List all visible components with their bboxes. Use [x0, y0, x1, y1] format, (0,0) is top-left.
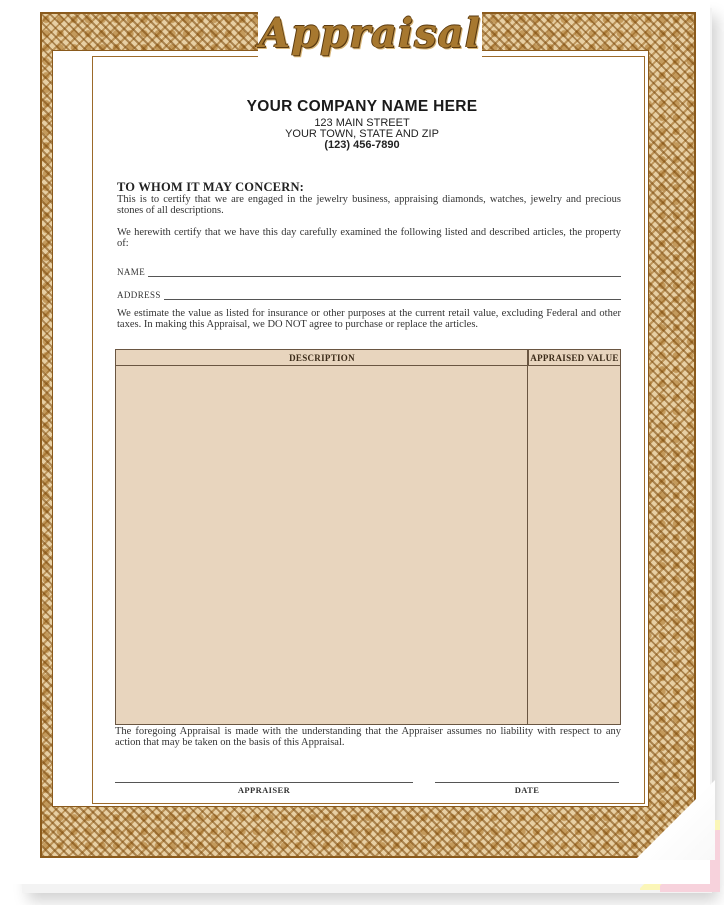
form-title: Appraisal [259, 9, 481, 57]
name-label: NAME [117, 267, 146, 277]
salutation: TO WHOM IT MAY CONCERN: [117, 180, 305, 194]
column-divider [527, 350, 528, 724]
date-label: DATE [514, 785, 540, 795]
name-field[interactable] [117, 263, 621, 277]
company-city: YOUR TOWN, STATE AND ZIP [285, 128, 439, 140]
address-label: ADDRESS [117, 290, 161, 300]
appraised-value-header: APPRAISED VALUE [528, 350, 620, 366]
examined-paragraph: We herewith certify that we have this day carefully examined the following listed and described articles, the property of: [117, 227, 621, 249]
estimate-paragraph: We estimate the value as listed for insurance or other purposes at the current retail value, excluding Federal and other taxes. In making this Appraisal, we DO NOT agree to purchase or replace the articles. [117, 308, 621, 330]
title-plate [258, 2, 482, 64]
certify-paragraph: This is to certify that we are engaged in the jewelry business, appraising diamonds, watches, jewelry and precious stones of all descriptions. [117, 194, 621, 216]
appraiser-label: APPRAISER [237, 785, 291, 795]
liability-paragraph: The foregoing Appraisal is made with the understanding that the Appraiser assumes no liability with respect to any action that may be taken on the basis of this Appraisal. [115, 726, 621, 748]
company-name: YOUR COMPANY NAME HERE [246, 98, 478, 115]
appraiser-signature-line[interactable] [115, 782, 413, 783]
description-header: DESCRIPTION [116, 350, 528, 366]
company-street: 123 MAIN STREET [314, 117, 410, 129]
name-rule [148, 268, 621, 277]
address-rule [164, 291, 621, 300]
appraisal-table[interactable] [115, 349, 621, 725]
date-line[interactable] [435, 782, 619, 783]
address-field[interactable] [117, 286, 621, 300]
company-phone: (123) 456-7890 [324, 139, 400, 151]
